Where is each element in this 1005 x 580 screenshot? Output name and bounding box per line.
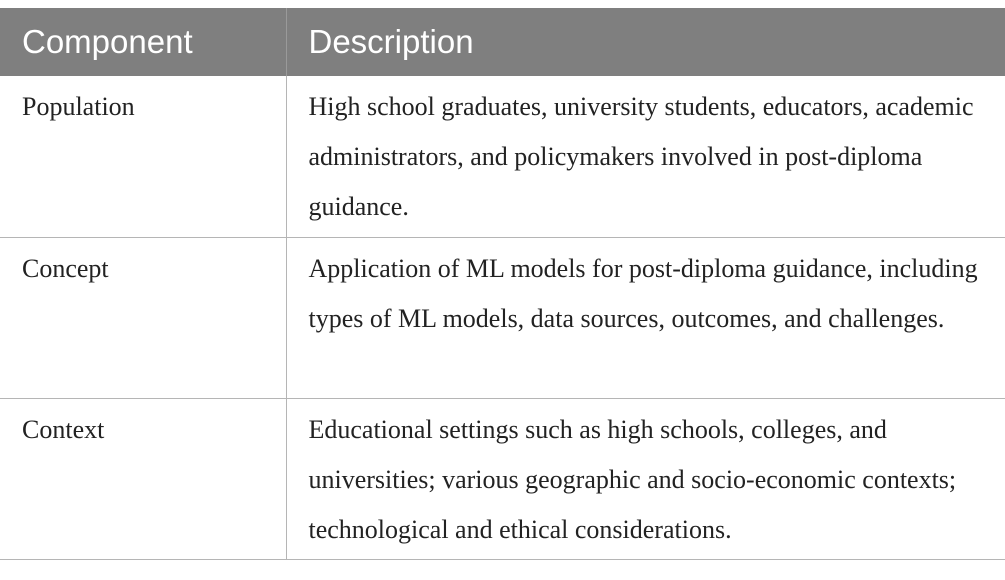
cell-description: Application of ML models for post-diploma guidance, including types of ML models, data sources, outcomes, and challenges. <box>286 237 1005 398</box>
table-body <box>0 76 1005 559</box>
cell-description: High school graduates, university students, educators, academic administrators, and policymakers involved in post-diploma guidance. <box>286 76 1005 237</box>
table-header <box>0 8 1005 76</box>
pcc-table <box>0 8 1005 560</box>
header-description: Description <box>286 8 1005 76</box>
cell-component: Context <box>0 398 286 559</box>
header-row <box>0 8 1005 76</box>
table-row-concept <box>0 237 1005 398</box>
header-component: Component <box>0 8 286 76</box>
cell-component: Concept <box>0 237 286 398</box>
table-row-context <box>0 398 1005 559</box>
pcc-table-container <box>0 8 1005 560</box>
cell-description: Educational settings such as high schools, colleges, and universities; various geographic and socio-economic contexts; technological and ethical considerations. <box>286 398 1005 559</box>
cell-component: Population <box>0 76 286 237</box>
table-row-population <box>0 76 1005 237</box>
